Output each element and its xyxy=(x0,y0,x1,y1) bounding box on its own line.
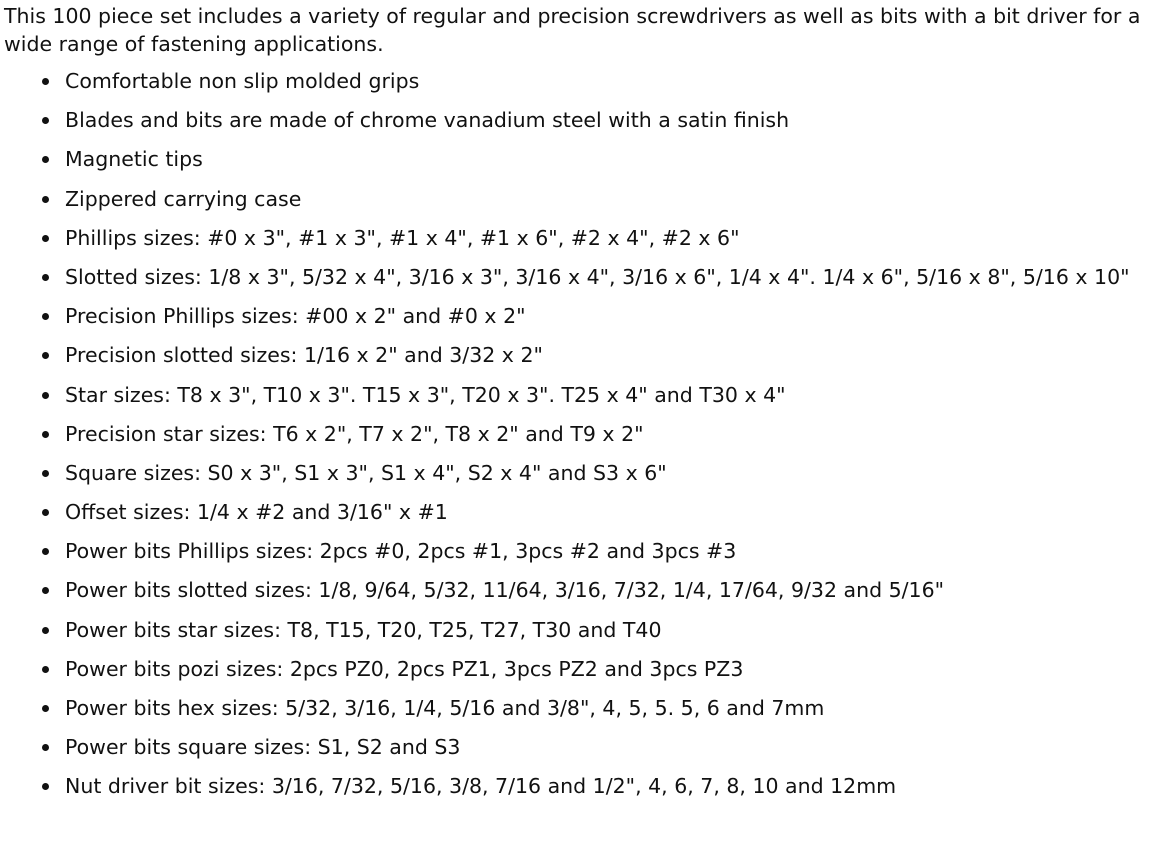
list-item-text: Power bits hex sizes: 5/32, 3/16, 1/4, 5/16 and 3/8", 4, 5, 5. 5, 6 and 7mm xyxy=(65,696,825,720)
list-item-text: Precision slotted sizes: 1/16 x 2" and 3/32 x 2" xyxy=(65,343,543,368)
list-item xyxy=(4,185,1158,213)
list-item-text: Power bits square sizes: S1, S2 and S3 xyxy=(65,735,461,760)
bullet-icon xyxy=(42,587,49,594)
list-item xyxy=(4,772,1158,800)
list-item xyxy=(4,302,1158,330)
list-item xyxy=(4,224,1158,252)
list-item xyxy=(4,459,1158,487)
bullet-icon xyxy=(42,783,49,790)
bullet-icon xyxy=(42,274,49,281)
bullet-icon xyxy=(42,352,49,359)
list-item xyxy=(4,341,1158,369)
bullet-icon xyxy=(42,117,49,124)
list-item-text: Precision star sizes: T6 x 2", T7 x 2", T8 x 2" and T9 x 2" xyxy=(65,421,644,446)
list-item-text: Zippered carrying case xyxy=(65,186,302,211)
list-item-text: Comfortable non slip molded grips xyxy=(65,69,420,93)
list-item-text: Offset sizes: 1/4 x #2 and 3/16" x #1 xyxy=(65,500,448,525)
bullet-icon xyxy=(42,78,49,85)
list-item xyxy=(4,498,1158,526)
bullet-icon xyxy=(42,470,49,477)
bullet-icon xyxy=(42,431,49,438)
bullet-icon xyxy=(42,548,49,555)
bullet-icon xyxy=(42,666,49,673)
list-item xyxy=(4,537,1158,565)
bullet-icon xyxy=(42,196,49,203)
list-item-text: Power bits star sizes: T8, T15, T20, T25, T27, T30 and T40 xyxy=(65,617,662,642)
list-item xyxy=(4,67,1158,95)
list-item-text: Blades and bits are made of chrome vanadium steel with a satin finish xyxy=(65,108,790,133)
list-item-text: Nut driver bit sizes: 3/16, 7/32, 5/16, 3/8, 7/16 and 1/2", 4, 6, 7, 8, 10 and 12mm xyxy=(65,774,897,799)
bullet-icon xyxy=(42,392,49,399)
list-item xyxy=(4,576,1158,604)
list-item xyxy=(4,694,1158,722)
list-item-text: Magnetic tips xyxy=(65,147,203,172)
list-item-text: Star sizes: T8 x 3", T10 x 3". T15 x 3", T20 x 3". T25 x 4" and T30 x 4" xyxy=(65,382,786,407)
list-item-text: Precision Phillips sizes: #00 x 2" and #0 x 2" xyxy=(65,304,526,329)
list-item-text: Slotted sizes: 1/8 x 3", 5/32 x 4", 3/16 x 3", 3/16 x 4", 3/16 x 6", 1/4 x 4". 1/4 x 6", 5/16 x 8", 5/16 x 10" xyxy=(65,264,1130,289)
list-item xyxy=(4,733,1158,761)
list-item-text: Phillips sizes: #0 x 3", #1 x 3", #1 x 4", #1 x 6", #2 x 4", #2 x 6" xyxy=(65,225,740,250)
list-item xyxy=(4,106,1158,134)
list-item xyxy=(4,381,1158,409)
bullet-icon xyxy=(42,627,49,634)
list-item xyxy=(4,263,1158,291)
list-item-text: Power bits pozi sizes: 2pcs PZ0, 2pcs PZ1, 3pcs PZ2 and 3pcs PZ3 xyxy=(65,656,744,681)
list-item-text: Power bits Phillips sizes: 2pcs #0, 2pcs #1, 3pcs #2 and 3pcs #3 xyxy=(65,539,737,564)
bullet-icon xyxy=(42,313,49,320)
feature-list xyxy=(4,67,1158,800)
bullet-icon xyxy=(42,705,49,712)
list-item xyxy=(4,655,1158,683)
list-item xyxy=(4,420,1158,448)
bullet-icon xyxy=(42,509,49,516)
bullet-icon xyxy=(42,744,49,751)
list-item-text: Square sizes: S0 x 3", S1 x 3", S1 x 4", S2 x 4" and S3 x 6" xyxy=(65,460,667,485)
list-item xyxy=(4,616,1158,644)
list-item-text: Power bits slotted sizes: 1/8, 9/64, 5/32, 11/64, 3/16, 7/32, 1/4, 17/64, 9/32 and 5/16" xyxy=(65,578,945,603)
list-item xyxy=(4,145,1158,173)
intro-paragraph: This 100 piece set includes a variety of regular and precision screwdrivers as well as bits with a bit driver for a wide range of fastening applications. xyxy=(4,4,1141,56)
product-description xyxy=(4,2,1158,812)
bullet-icon xyxy=(42,235,49,242)
bullet-icon xyxy=(42,156,49,163)
